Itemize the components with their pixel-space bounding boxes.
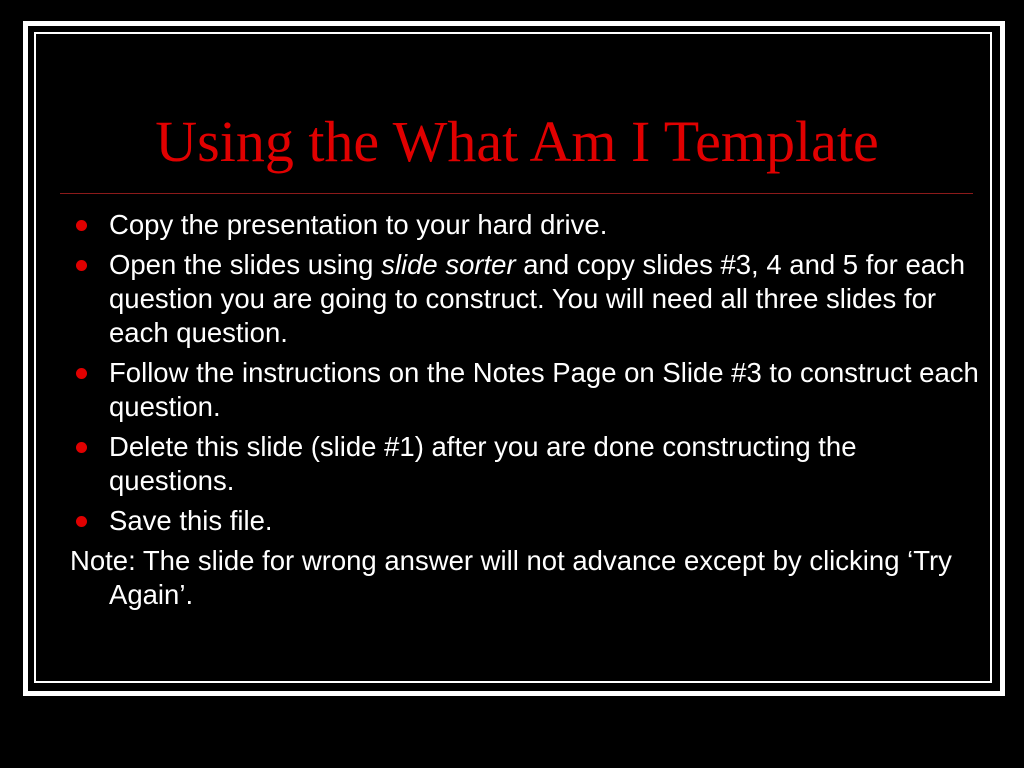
bullet-list	[70, 208, 980, 538]
list-item	[70, 504, 980, 538]
bullet-icon	[76, 220, 87, 231]
list-item	[70, 356, 980, 424]
bullet-text-after: and copy slides #3, 4 and 5 for each question you are going to construct. You will need all three slides for each question.	[109, 249, 966, 348]
note-text: Note: The slide for wrong answer will not advance except by clicking ‘Try Again’.	[70, 545, 952, 610]
list-item	[70, 208, 980, 242]
bullet-text: Follow the instructions on the Notes Page on Slide #3 to construct each question.	[109, 357, 979, 422]
bullet-icon	[76, 442, 87, 453]
list-item	[70, 430, 980, 498]
bullet-icon	[76, 516, 87, 527]
title-divider	[60, 193, 973, 194]
slide-title: Using the What Am I Template	[155, 109, 879, 174]
bullet-emphasis: slide sorter	[381, 249, 516, 280]
bullet-icon	[76, 368, 87, 379]
bullet-text: Save this file.	[109, 505, 273, 536]
slide-body	[70, 208, 980, 612]
bullet-text: Copy the presentation to your hard drive.	[109, 209, 608, 240]
bullet-text-before: Open the slides using	[109, 249, 382, 280]
bullet-icon	[76, 260, 87, 271]
bullet-text: Delete this slide (slide #1) after you are done constructing the questions.	[109, 431, 857, 496]
list-item	[70, 248, 980, 350]
